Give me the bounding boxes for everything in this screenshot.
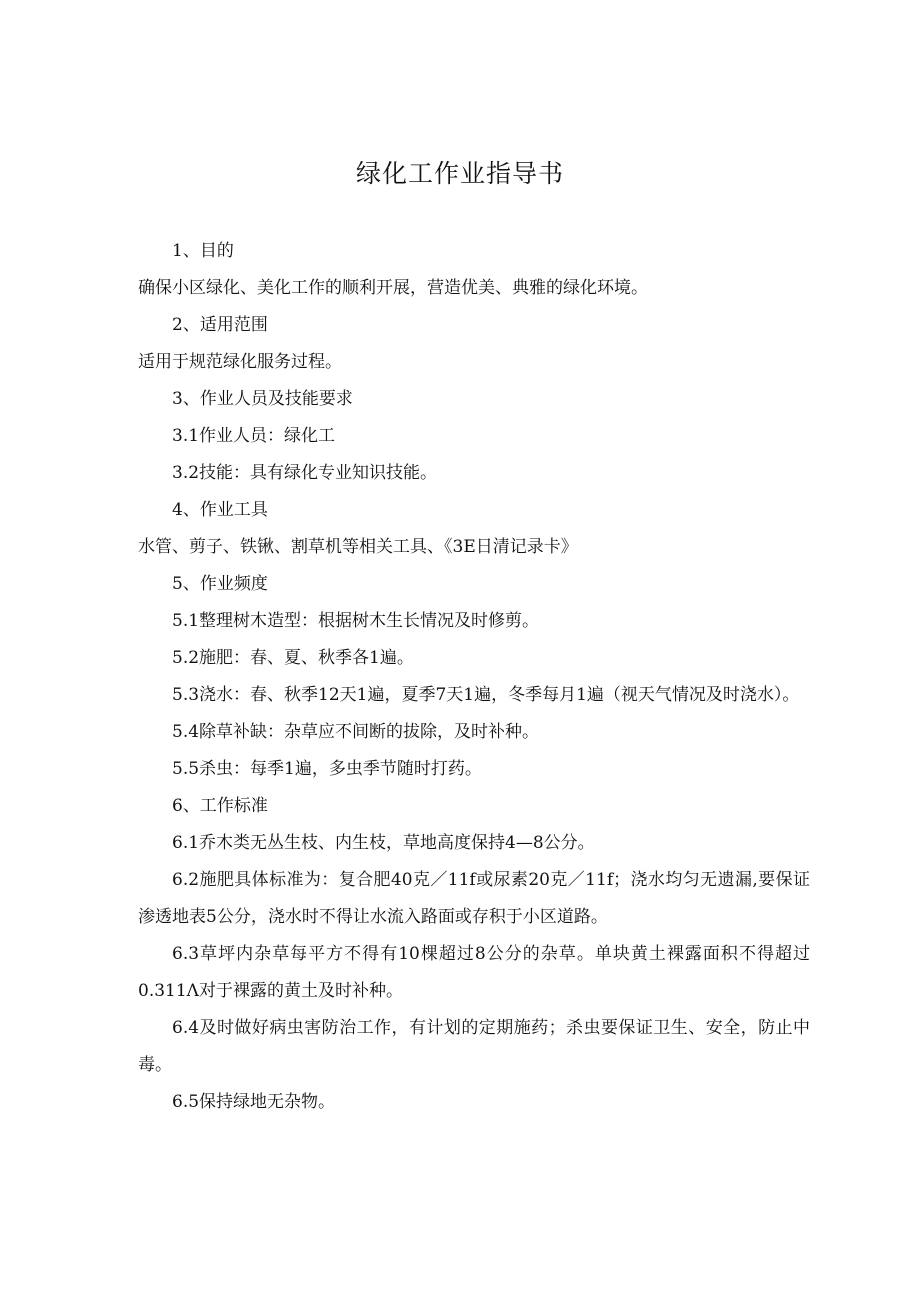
paragraph-s5-heading: 5、作业频度 xyxy=(172,574,268,594)
paragraph-s6-1: 6.1乔木类无丛生枝、内生枝，草地高度保持4—8公分。 xyxy=(172,833,595,853)
document-title: 绿化工作业指导书 xyxy=(355,159,564,188)
paragraph-s3-2: 3.2技能：具有绿化专业知识技能。 xyxy=(172,463,438,483)
paragraph-s2-heading: 2、适用范围 xyxy=(172,315,268,335)
paragraph-s6-5: 6.5保持绿地无杂物。 xyxy=(172,1092,336,1112)
paragraph-s5-2: 5.2施肥：春、夏、秋季各1遍。 xyxy=(172,648,414,668)
paragraph-s1-body: 确保小区绿化、美化工作的顺利开展，营造优美、典雅的绿化环境。 xyxy=(138,278,648,298)
paragraph-s5-3: 5.3浇水：春、秋季12天1遍，夏季7天1遍，冬季每月1遍（视天气情况及时浇水）。 xyxy=(172,685,800,705)
paragraph-s4-body: 水管、剪子、铁锹、割草机等相关工具、《3E日清记录卡》 xyxy=(138,537,578,557)
paragraph-s1-heading: 1、目的 xyxy=(172,241,234,261)
paragraph-s6-3: 6.3草坪内杂草每平方不得有10棵超过8公分的杂草。单块黄土裸露面积不得超过0.311Λ对于裸露的黄土及时补种。 xyxy=(138,944,810,1001)
document-body xyxy=(138,233,810,1121)
paragraph-s5-1: 5.1整理树木造型：根据树木生长情况及时修剪。 xyxy=(172,611,540,631)
paragraph-s2-body: 适用于规范绿化服务过程。 xyxy=(138,352,342,372)
paragraph-s6-2: 6.2施肥具体标准为：复合肥40克／11f或尿素20克／11f；浇水均匀无遗漏,要保证渗透地表5公分，浇水时不得让水流入路面或存积于小区道路。 xyxy=(138,870,810,927)
paragraph-s5-5: 5.5杀虫：每季1遍，多虫季节随时打药。 xyxy=(172,759,482,779)
paragraph-s4-heading: 4、作业工具 xyxy=(172,500,268,520)
paragraph-s6-4: 6.4及时做好病虫害防治工作，有计划的定期施药；杀虫要保证卫生、安全，防止中毒。 xyxy=(138,1018,810,1075)
paragraph-s6-heading: 6、工作标准 xyxy=(172,796,268,816)
paragraph-s5-4: 5.4除草补缺：杂草应不间断的拔除，及时补种。 xyxy=(172,722,540,742)
paragraph-s3-heading: 3、作业人员及技能要求 xyxy=(172,389,353,409)
paragraph-s3-1: 3.1作业人员：绿化工 xyxy=(172,426,336,446)
